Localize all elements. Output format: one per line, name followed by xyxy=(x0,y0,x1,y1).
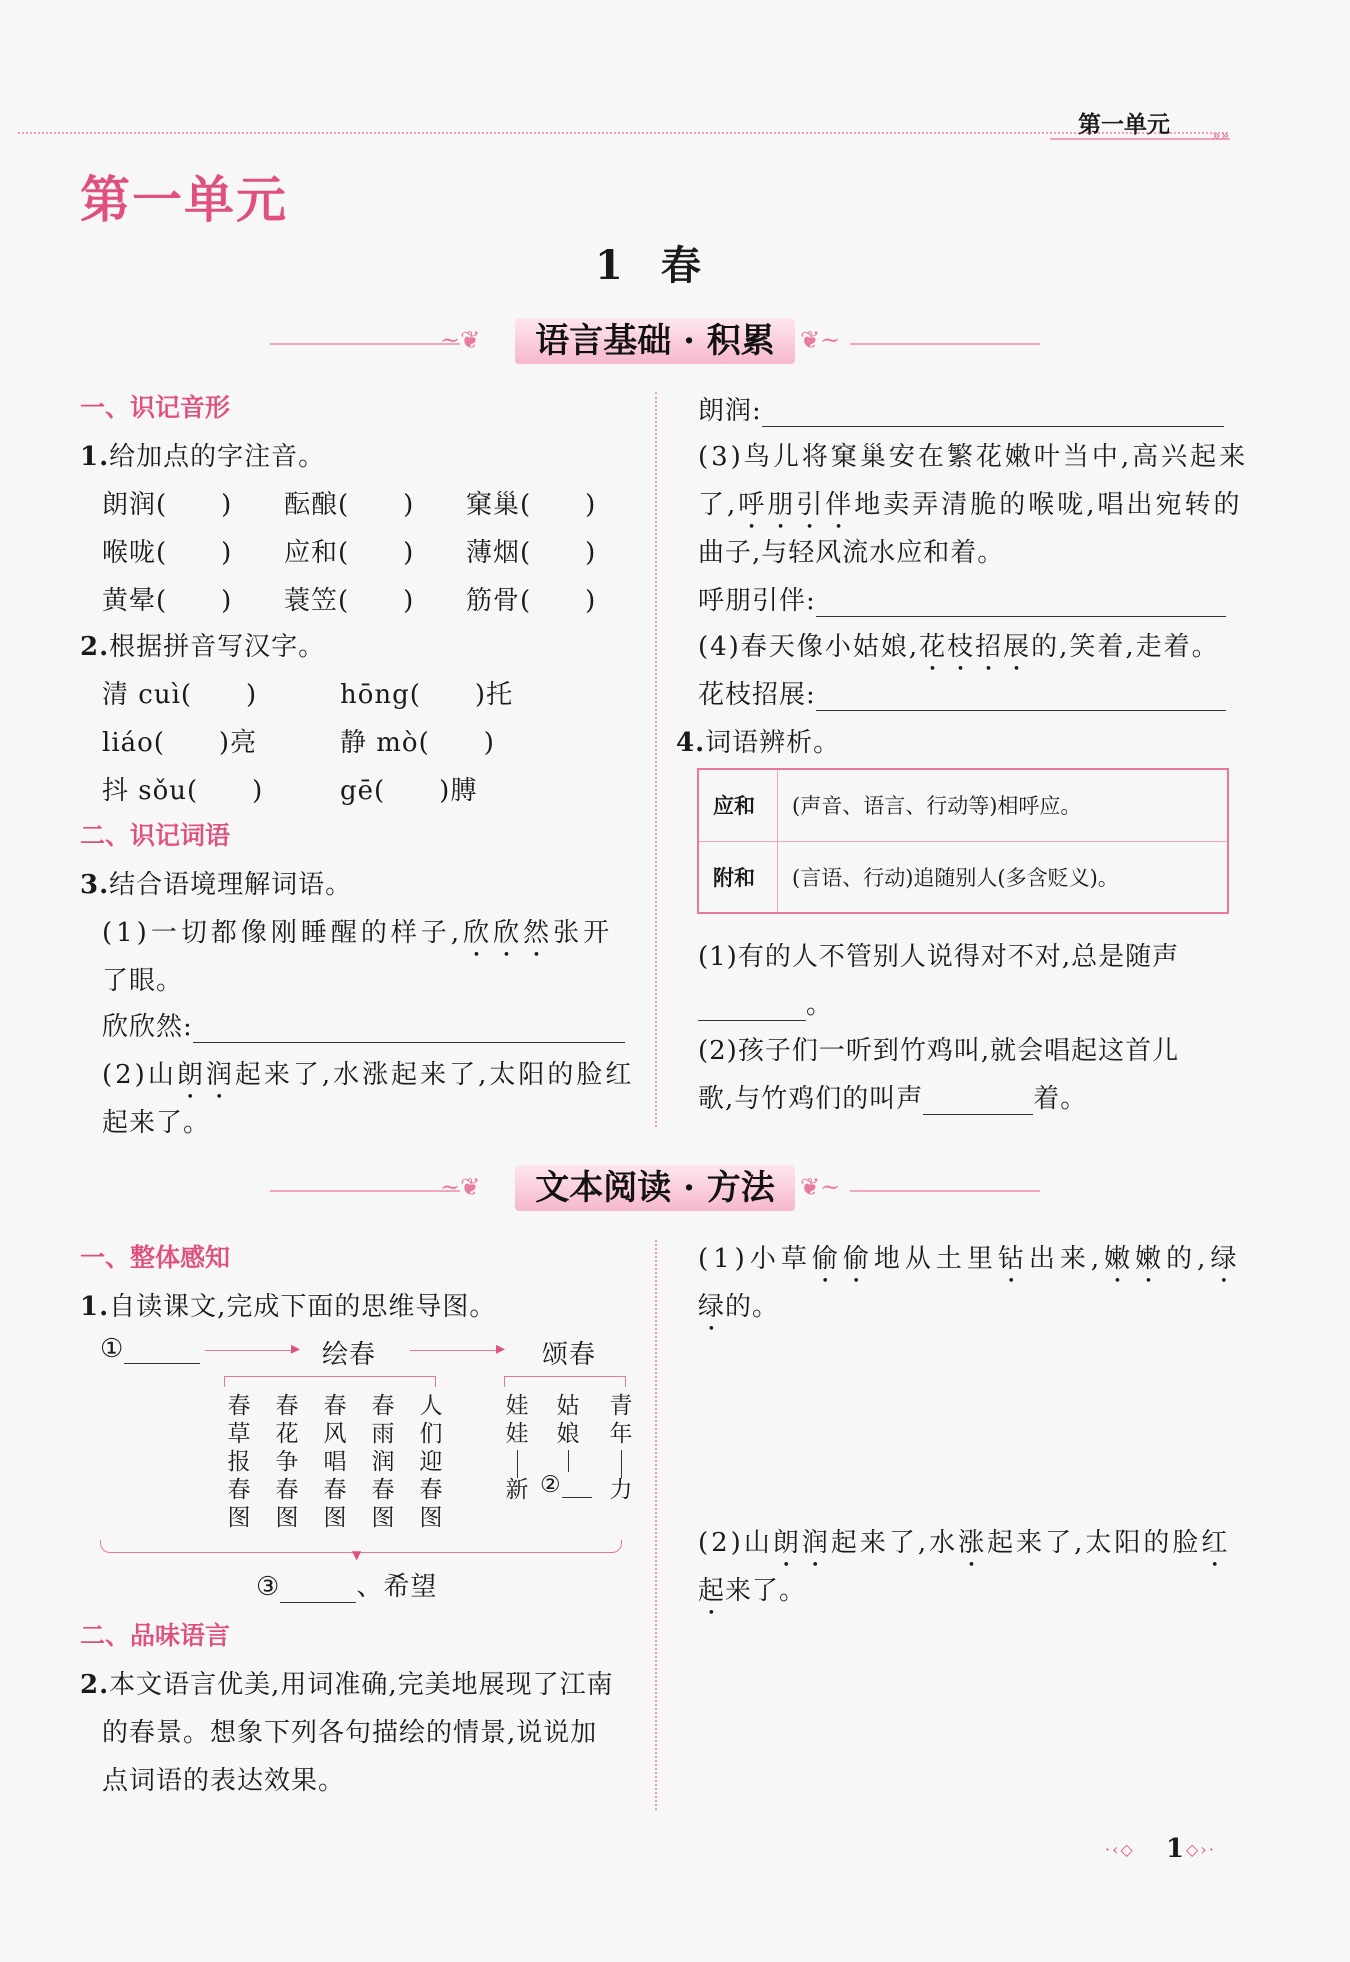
sentence-text: (1)小草 xyxy=(698,1244,812,1274)
sentence-text: 出来, xyxy=(1028,1244,1105,1274)
question-text: 结合语境理解词语。 xyxy=(109,870,353,900)
dotted-word: 红 xyxy=(1201,1528,1231,1558)
answer-blank[interactable] xyxy=(816,680,1226,711)
sentence-text: 歌,与竹鸡们的叫声 xyxy=(698,1084,924,1114)
sentence-text: 着。 xyxy=(1033,1084,1088,1114)
column-divider xyxy=(655,1240,657,1810)
q1-item: 喉咙( ) xyxy=(102,538,233,568)
q2-item: hōng( )托 xyxy=(340,680,514,710)
arrow-icon xyxy=(410,1350,502,1351)
answer-label: 呼朋引伴: xyxy=(698,586,816,616)
mindmap-node-right: 颂春 xyxy=(542,1340,597,1370)
q2-item: gē( )膊 xyxy=(340,776,478,806)
mindmap-column: 青年 xyxy=(609,1393,633,1447)
q3-sentence-4 xyxy=(698,626,1220,677)
sentence-text: 张开 xyxy=(553,918,614,948)
column-divider xyxy=(655,392,657,1127)
mindmap-column: 人们迎春图 xyxy=(419,1393,443,1531)
header-unit-label: 第一单元 xyxy=(1078,112,1170,138)
answer-blank[interactable] xyxy=(923,1084,1033,1115)
arrow-head-icon: ▸ xyxy=(496,1338,506,1359)
unit-title: 第一单元 xyxy=(80,170,288,229)
brace-point-icon: ▼ xyxy=(352,1548,362,1562)
mindmap-column: 新 xyxy=(505,1477,529,1503)
sentence-text: 的, xyxy=(1166,1244,1211,1274)
q1-item: 蓑笠( ) xyxy=(284,586,415,616)
reading-question-1 xyxy=(80,1286,496,1323)
banner-line-left xyxy=(270,1190,460,1192)
connector-line xyxy=(517,1450,518,1478)
answer-blank[interactable] xyxy=(816,586,1226,617)
q4-sentence-2-cont xyxy=(698,1078,1087,1115)
arrow-icon xyxy=(205,1350,297,1351)
node-text: 、希望 xyxy=(356,1572,438,1602)
answer-label: 朗润: xyxy=(698,396,762,426)
ornament-icon: ~❦ xyxy=(440,1173,481,1201)
page-number-ornament-icon: ·‹◇ xyxy=(1105,1840,1135,1859)
answer-blank[interactable] xyxy=(193,1012,625,1043)
header-line xyxy=(18,132,1228,134)
q1-item: 薄烟( ) xyxy=(466,538,597,568)
sentence-text: 的,笑着,走着。 xyxy=(1031,632,1220,662)
question-text: 给加点的字注音。 xyxy=(109,442,326,472)
answer-blank[interactable] xyxy=(762,396,1224,427)
q2-item: liáo( )亮 xyxy=(102,728,258,758)
dotted-word: 朗润 xyxy=(176,1060,235,1090)
mindmap-node-mid: 绘春 xyxy=(322,1340,377,1370)
question-text: 根据拼音写汉字。 xyxy=(109,632,326,662)
dotted-word: 绿 xyxy=(1210,1244,1242,1274)
answer-label: 花枝招展: xyxy=(698,680,816,710)
mindmap-column: 春雨润春图 xyxy=(371,1393,395,1531)
banner-reading: 文本阅读 · 方法 xyxy=(515,1165,795,1211)
mindmap-node-3 xyxy=(256,1566,437,1603)
q3-answer-1 xyxy=(102,1006,625,1043)
dotted-word: 朗润 xyxy=(772,1528,831,1558)
answer-blank[interactable] xyxy=(698,990,806,1021)
q1-item: 应和( ) xyxy=(284,538,415,568)
question-number: 4. xyxy=(676,728,706,758)
node-number: ③ xyxy=(256,1572,281,1602)
reading-sentence-1 xyxy=(698,1238,1241,1289)
mindmap-node-1 xyxy=(100,1334,200,1364)
connector-line xyxy=(621,1450,622,1478)
q1-item: 朗润( ) xyxy=(102,490,233,520)
bracket-right xyxy=(504,1376,626,1387)
section-heading-vocabulary: 二、识记词语 xyxy=(80,821,231,850)
q3-sentence-3: (3)鸟儿将窠巢安在繁花嫩叶当中,高兴起来 xyxy=(698,442,1249,472)
q4-sentence-2: (2)孩子们一听到竹鸡叫,就会唱起这首儿 xyxy=(698,1036,1180,1066)
q1-item: 窠巢( ) xyxy=(466,490,597,520)
header-chevron-icon: »» xyxy=(1212,128,1230,144)
reading-question-2-line3: 点词语的表达效果。 xyxy=(102,1766,346,1796)
sentence-text: 的。 xyxy=(725,1292,780,1322)
reading-sentence-1-cont xyxy=(698,1286,779,1337)
connector-line xyxy=(568,1450,569,1472)
q4-sentence-1: (1)有的人不管别人说得对不对,总是随声 xyxy=(698,942,1180,972)
sentence-text: (2)山 xyxy=(102,1060,177,1090)
sentence-text: 起来了,水涨起来了,太阳的脸红 xyxy=(234,1060,635,1090)
ornament-icon: ❦~ xyxy=(800,326,841,354)
q3-sentence-1-cont: 了眼。 xyxy=(102,966,184,996)
q3-answer-4 xyxy=(698,674,1226,711)
reading-sentence-2-cont xyxy=(698,1570,806,1621)
sentence-text: 来了。 xyxy=(725,1576,807,1606)
sentence-text: 了, xyxy=(698,490,739,520)
sentence-text: 地从土里 xyxy=(873,1244,998,1274)
answer-blank[interactable] xyxy=(124,1335,200,1364)
question-4 xyxy=(676,722,840,759)
q2-item: 抖 sǒu( ) xyxy=(102,776,264,806)
reading-question-2-line2: 的春景。想象下列各句描绘的情景,说说加 xyxy=(102,1718,598,1748)
sentence-text: 起来了,水 xyxy=(830,1528,959,1558)
sentence-text: 。 xyxy=(806,990,834,1020)
banner-line-left xyxy=(270,343,460,345)
question-text: 本文语言优美,用词准确,完美地展现了江南 xyxy=(109,1670,614,1700)
question-number: 2. xyxy=(80,1670,110,1700)
question-text: 自读课文,完成下面的思维导图。 xyxy=(109,1292,497,1322)
q3-sentence-1 xyxy=(102,912,613,963)
node-number: ① xyxy=(100,1334,125,1364)
sentence-text: (2)山 xyxy=(698,1528,773,1558)
answer-blank[interactable] xyxy=(562,1473,592,1498)
q3-answer-2 xyxy=(698,390,1224,427)
q3-sentence-2 xyxy=(102,1054,634,1105)
table-definition: (声音、语言、行动等)相呼应。 xyxy=(778,770,1228,841)
dotted-word: 钻 xyxy=(997,1244,1029,1274)
sentence-text: (4)春天像小姑娘, xyxy=(698,632,920,662)
dotted-word: 绿 xyxy=(698,1292,726,1322)
section-heading-phonetics: 一、识记音形 xyxy=(80,393,231,422)
q3-sentence-3-end: 曲子,与轻风流水应和着。 xyxy=(698,538,1005,568)
q1-item: 黄晕( ) xyxy=(102,586,233,616)
dotted-word: 涨 xyxy=(958,1528,988,1558)
mindmap-column: 春草报春图 xyxy=(227,1393,251,1531)
section-heading-overall: 一、整体感知 xyxy=(80,1243,231,1272)
question-number: 2. xyxy=(80,632,110,662)
mindmap-column: 娃娃 xyxy=(505,1393,529,1447)
table-row xyxy=(699,770,1227,841)
mindmap-node-2 xyxy=(540,1472,592,1498)
dotted-word: 呼朋引伴 xyxy=(738,490,855,520)
dotted-word: 嫩嫩 xyxy=(1104,1244,1167,1274)
mindmap-column: 姑娘 xyxy=(556,1393,580,1447)
question-3 xyxy=(80,864,352,901)
q1-item: 筋骨( ) xyxy=(466,586,597,616)
page-number-ornament-icon: ◇›· xyxy=(1186,1840,1216,1859)
reading-question-2 xyxy=(80,1664,614,1701)
lesson-title xyxy=(595,234,701,291)
dotted-word: 偷偷 xyxy=(811,1244,874,1274)
answer-blank[interactable] xyxy=(280,1574,356,1603)
sentence-text: 地卖弄清脆的喉咙,唱出宛转的 xyxy=(854,490,1243,520)
reading-sentence-2 xyxy=(698,1522,1230,1573)
q2-item: 清 cuì( ) xyxy=(102,680,258,710)
dotted-word: 欣欣然 xyxy=(463,918,554,948)
word-comparison-table xyxy=(697,768,1229,914)
q4-sentence-1-blank xyxy=(698,984,833,1021)
dotted-word: 花枝招展 xyxy=(919,632,1032,662)
banner-line-right xyxy=(850,1190,1040,1192)
question-2 xyxy=(80,626,325,663)
question-number: 1. xyxy=(80,442,110,472)
mindmap-column: 力 xyxy=(609,1477,633,1503)
q1-item: 酝酿( ) xyxy=(284,490,415,520)
bracket-mid xyxy=(224,1376,436,1387)
table-row xyxy=(699,841,1227,912)
q3-sentence-2-cont: 起来了。 xyxy=(102,1108,211,1138)
ornament-icon: ~❦ xyxy=(440,326,481,354)
lesson-name: 春 xyxy=(660,242,701,289)
sentence-text: (1)一切都像刚睡醒的样子, xyxy=(102,918,464,948)
mindmap-column: 春风唱春图 xyxy=(323,1393,347,1531)
q3-sentence-3-cont xyxy=(698,484,1243,535)
ornament-icon: ❦~ xyxy=(800,1173,841,1201)
table-word: 应和 xyxy=(699,770,778,841)
dotted-word: 起 xyxy=(698,1576,726,1606)
mindmap-column: 春花争春图 xyxy=(275,1393,299,1531)
answer-label: 欣欣然: xyxy=(102,1012,193,1042)
q3-answer-3 xyxy=(698,580,1226,617)
question-number: 3. xyxy=(80,870,110,900)
question-number: 1. xyxy=(80,1292,110,1322)
banner-foundation: 语言基础 · 积累 xyxy=(515,318,795,364)
page-number: 1 xyxy=(1166,1834,1185,1864)
q2-item: 静 mò( ) xyxy=(340,728,495,758)
table-word: 附和 xyxy=(699,841,778,912)
section-heading-language: 二、品味语言 xyxy=(80,1621,231,1650)
arrow-head-icon: ▸ xyxy=(291,1338,301,1359)
question-text: 词语辨析。 xyxy=(705,728,841,758)
question-1 xyxy=(80,436,325,473)
sentence-text: 起来了,太阳的脸 xyxy=(987,1528,1202,1558)
table-definition: (言语、行动)追随别人(多含贬义)。 xyxy=(792,865,1119,890)
node-number: ② xyxy=(540,1472,562,1498)
banner-line-right xyxy=(850,343,1040,345)
lesson-number: 1 xyxy=(595,242,623,289)
